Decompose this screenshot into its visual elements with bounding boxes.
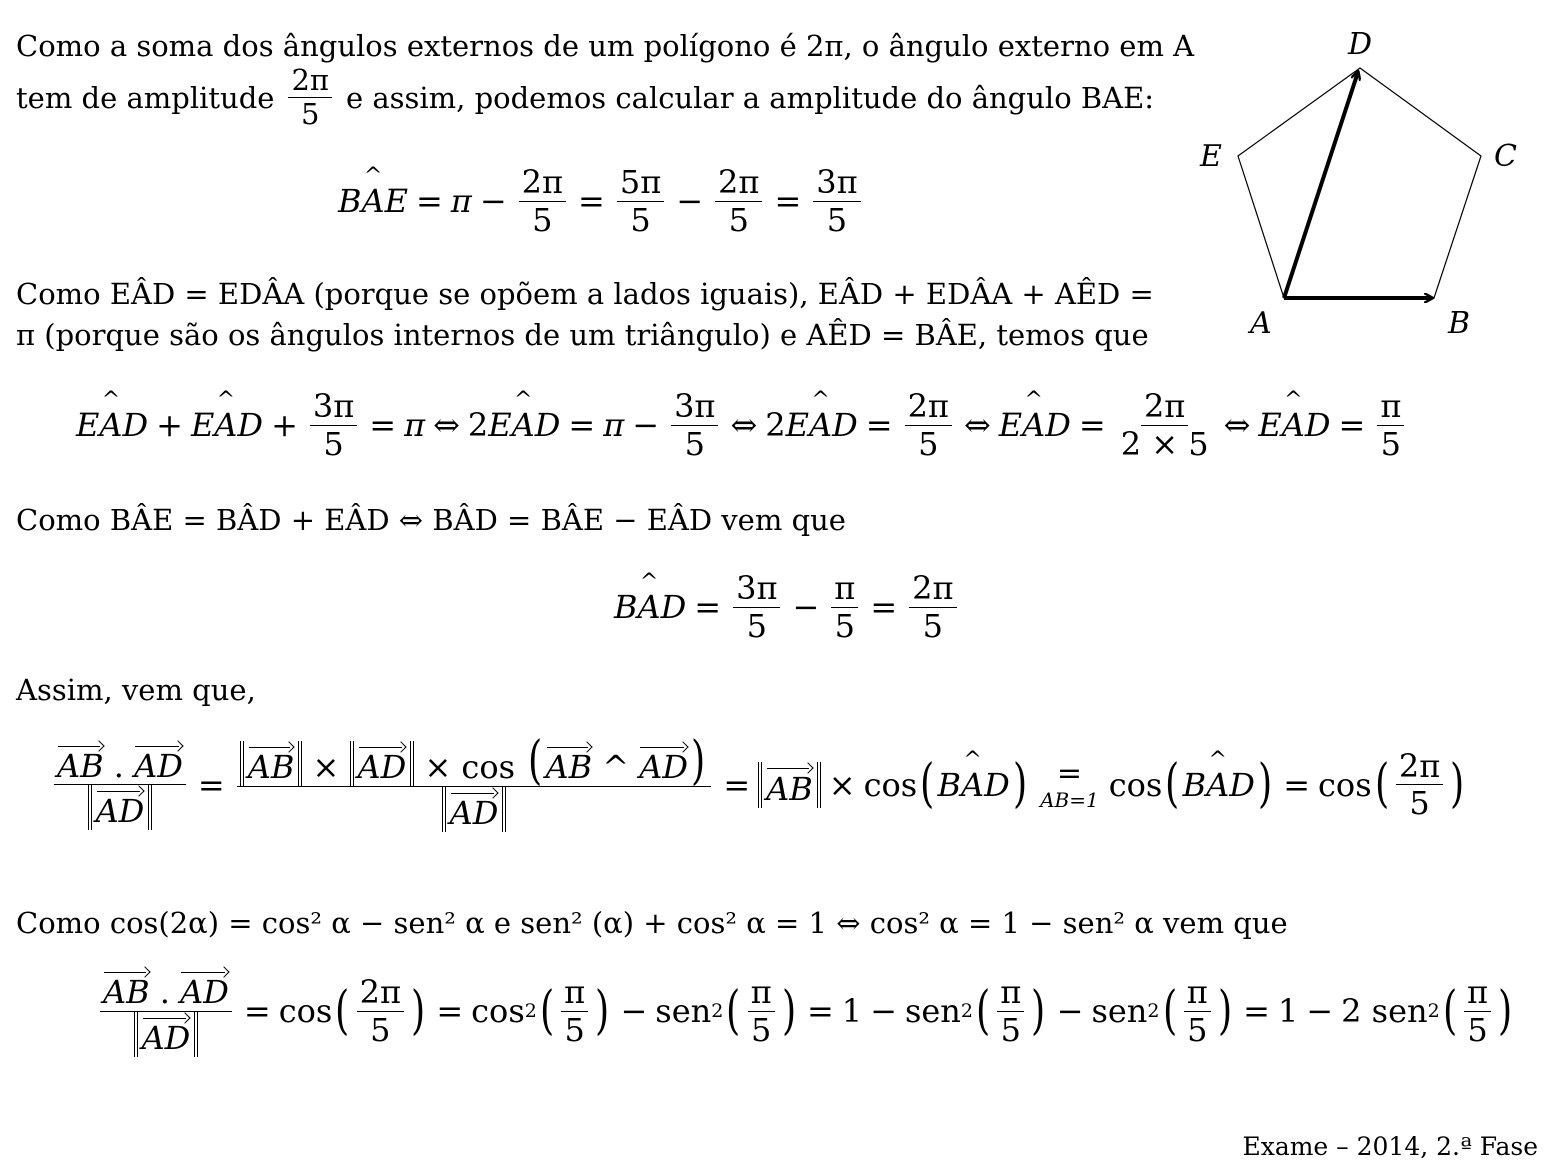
paragraph-2-line-1: Como EÂD = EDÂA (porque se opõem a lados iguais), EÂD + EDÂA + AÊD = (16, 277, 1154, 311)
underset-condition: AB=1 (1040, 787, 1099, 812)
paragraph-2-line-2: π (porque são os ângulos internos de um triângulo) e AÊD = BÂE, temos que (16, 318, 1149, 352)
paragraph-3: Como BÂE = BÂD + EÂD ⇔ BÂD = BÂE − EÂD vem que (16, 503, 846, 537)
equation-bae: B A ^ E = π − $\frac{2\pi}{5}$ = $\frac{5\pi}{5}$ − $\frac{2\pi}{5}$ = $\frac{3\pi}{5}$ (338, 164, 865, 239)
label-e: E (1200, 139, 1222, 174)
fraction-numerator: 2π (288, 64, 332, 98)
label-d: D (1348, 27, 1373, 62)
paragraph-4: Assim, vem que, (16, 673, 256, 707)
exam-footer: Exame – 2014, 2.ª Fase (1242, 1132, 1538, 1161)
label-b: B (1448, 306, 1471, 341)
pentagon-diagram (1180, 20, 1560, 350)
external-angle-fraction (288, 64, 332, 132)
equation-ead: E A ^ D + E A ^ D + $\frac{3\pi}{5}$ = π ⇔ 2 E A ^ D = π − $\frac{3\pi}{5}$ ⇔ 2 E A ^ D = $\frac{2\pi}{5}$ ⇔ E A ^ D = $\frac{2\pi}{2 \times 5}$ ⇔ E A ^ D = $\frac{\pi}{5}$ (76, 388, 1408, 463)
paragraph-1-text-b: e assim, podemos calcular a amplitude do ângulo BAE: (345, 80, 1155, 115)
paragraph-5: Como cos(2α) = cos² α − sen² α e sen² (α) + cos² α = 1 ⇔ cos² α = 1 − sen² α vem que (16, 906, 1288, 940)
vector-ad (1284, 72, 1358, 298)
paragraph-1-text-a: tem de amplitude (16, 80, 275, 115)
fraction-denominator: 5 (300, 97, 320, 132)
pentagon-outline (1238, 68, 1481, 298)
label-c: C (1494, 139, 1517, 174)
equation-dot-product: $\frac{AB . AD}{AD}$ = $\frac{AB \times AD \times \cos (AB \^{} AD)}{AD}$ = AB × cos ( B A ^ D ) = AB=1 cos ( B A ^ D ) = cos ( 2π 5 ) (50, 738, 1468, 832)
equation-final: $\frac{AB . AD}{AD}$ = cos ( 2π 5 ) = cos 2 ( π 5 ) − sen 2 ( π 5 ) = 1 − sen 2 ( π 5 ) − sen 2 ( π 5 ) = 1 − 2 sen 2 ( π 5 ) (96, 966, 1515, 1057)
paragraph-1-line-2 (16, 64, 1154, 132)
label-a: A (1250, 306, 1272, 341)
paragraph-1-line-1: Como a soma dos ângulos externos de um polígono é 2π, o ângulo externo em A (16, 29, 1195, 63)
equation-bad: B A ^ D = $\frac{3\pi}{5}$ − $\frac{\pi}{5}$ = $\frac{2\pi}{5}$ (614, 570, 961, 645)
